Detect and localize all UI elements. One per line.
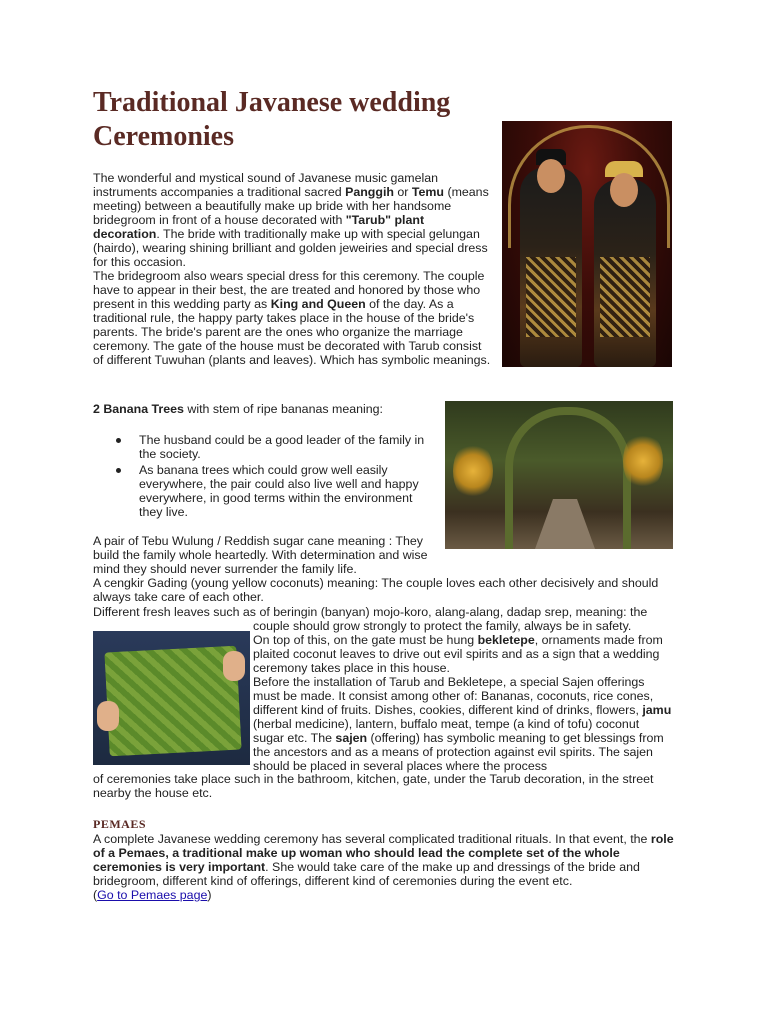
bekletepe-term: bekletepe xyxy=(477,633,535,647)
banana-heading xyxy=(93,402,433,416)
coconut-paragraph: A cengkir Gading (young yellow coconuts) meaning: The couple loves each other decisively and should always take care of each other. xyxy=(93,576,659,604)
intro-text: (means meeting) between a beautifully make up bride with her handsome bridegroom in front of a house decorated with xyxy=(93,185,489,227)
jamu-term: jamu xyxy=(642,703,672,717)
groom-face xyxy=(537,159,565,193)
intro-text: . The bride with traditionally make up with special gelungan (hairdo), wearing shining brilliant and golden jeweiries and special dress for this occasion. xyxy=(93,227,488,269)
pemaes-page-link[interactable]: Go to Pemaes page xyxy=(97,888,208,902)
intro-paragraph xyxy=(93,171,493,367)
leaves-paragraph-body xyxy=(253,619,673,773)
sugarcane-paragraph: A pair of Tebu Wulung / Reddish sugar cane meaning : They build the family whole heartedly. With determination and wise mind they should never surrender the family life. xyxy=(93,534,428,576)
intro-text: The bridegroom also wears special dress for this ceremony. The couple have to appear in their best, the are treated and honored by those who present in this wedding party as xyxy=(93,269,485,311)
banana-heading-text: with stem of ripe bananas meaning: xyxy=(183,402,383,416)
bullet-icon xyxy=(116,468,121,473)
tarub-term: "Tarub" plant decoration xyxy=(93,213,425,241)
bride-groom-photo xyxy=(502,121,672,367)
temu-term: Temu xyxy=(411,185,444,199)
yellow-flowers xyxy=(453,441,493,501)
plaited-leaves xyxy=(104,646,241,757)
leaves-text: couple should grow strongly to protect the family, always be in safety. xyxy=(253,619,632,633)
pemaes-text: A complete Javanese wedding ceremony has several complicated traditional rituals. In that event, the xyxy=(93,832,651,846)
leaves-paragraph-start: Different fresh leaves such as of beringin (banyan) mojo-koro, alang-alang, dadap srep, meaning: the xyxy=(93,605,648,619)
pemaes-role-text: role of a Pemaes, a traditional make up woman who should lead the complete set of the whole ceremonies is very important xyxy=(93,832,674,874)
leaves-text: , ornaments made from plaited coconut leaves to drive out evil spirits and as a sign that a wedding ceremony takes place in this house. xyxy=(253,633,663,675)
paren: ) xyxy=(207,888,212,902)
king-queen-term: King and Queen xyxy=(270,297,366,311)
panggih-term: Panggih xyxy=(345,185,394,199)
intro-text: The wonderful and mystical sound of Javanese music gamelan instruments accompanies a traditional sacred xyxy=(93,171,439,199)
list-item xyxy=(93,433,438,461)
sajen-term: sajen xyxy=(335,731,368,745)
leaves-paragraph-end: of ceremonies take place such in the bathroom, kitchen, gate, under the Tarub decoration, in the street nearby the house etc. xyxy=(93,772,654,800)
leaves-text: (herbal medicine), lantern, buffalo meat, tempe (a kind of tofu) coconut sugar etc. The xyxy=(253,717,640,745)
bekletepe-weaving-photo xyxy=(93,631,250,765)
bride-batik xyxy=(600,257,650,337)
leaves-text: Before the installation of Tarub and Bekletepe, a special Sajen offerings must be made. It consist among other of: Bananas, coconuts, rice cones, different kind of fruits. Dishes, cookies, different kind of drinks, flowers, xyxy=(253,675,654,717)
pemaes-paragraph xyxy=(93,832,683,902)
bride-face xyxy=(610,173,638,207)
hand xyxy=(97,701,119,731)
leaves-text: On top of this, on the gate must be hung xyxy=(253,633,478,647)
list-item xyxy=(93,463,438,519)
hand xyxy=(223,651,245,681)
groom-batik xyxy=(526,257,576,337)
paren: ( xyxy=(93,888,98,902)
intro-text: or xyxy=(393,185,412,199)
banana-meaning-list xyxy=(93,433,438,521)
pemaes-text: . She would take care of the make up and dressings of the bride and bridegroom, different kind of offerings, different kind of ceremonies during the event etc. xyxy=(93,860,640,888)
intro-text: of the day. As a traditional rule, the happy party takes place in the house of the bride's parents. The bride's parent are the ones who organize the marriage ceremony. The gate of the house must be decorated with Tarub consist of different Tuwuhan (plants and leaves). Which has symbolic meanings. xyxy=(93,297,491,367)
list-item-text: The husband could be a good leader of the family in the society. xyxy=(139,433,425,461)
tarub-gate-photo xyxy=(445,401,673,549)
page-title: Traditional Javanese wedding Ceremonies xyxy=(93,87,451,152)
bullet-icon xyxy=(116,438,121,443)
leaves-text: (offering) has symbolic meaning to get blessings from the ancestors and as a means of protection against evil spirits. The sajen should be placed in several places where the process xyxy=(253,731,664,773)
list-item-text: As banana trees which could grow well easily everywhere, the pair could also live well and happy everywhere, in good terms within the environment they live. xyxy=(139,463,419,519)
banana-trees-term: 2 Banana Trees xyxy=(93,402,184,416)
pemaes-heading: PEMAES xyxy=(93,817,147,831)
yellow-flowers xyxy=(623,431,663,491)
